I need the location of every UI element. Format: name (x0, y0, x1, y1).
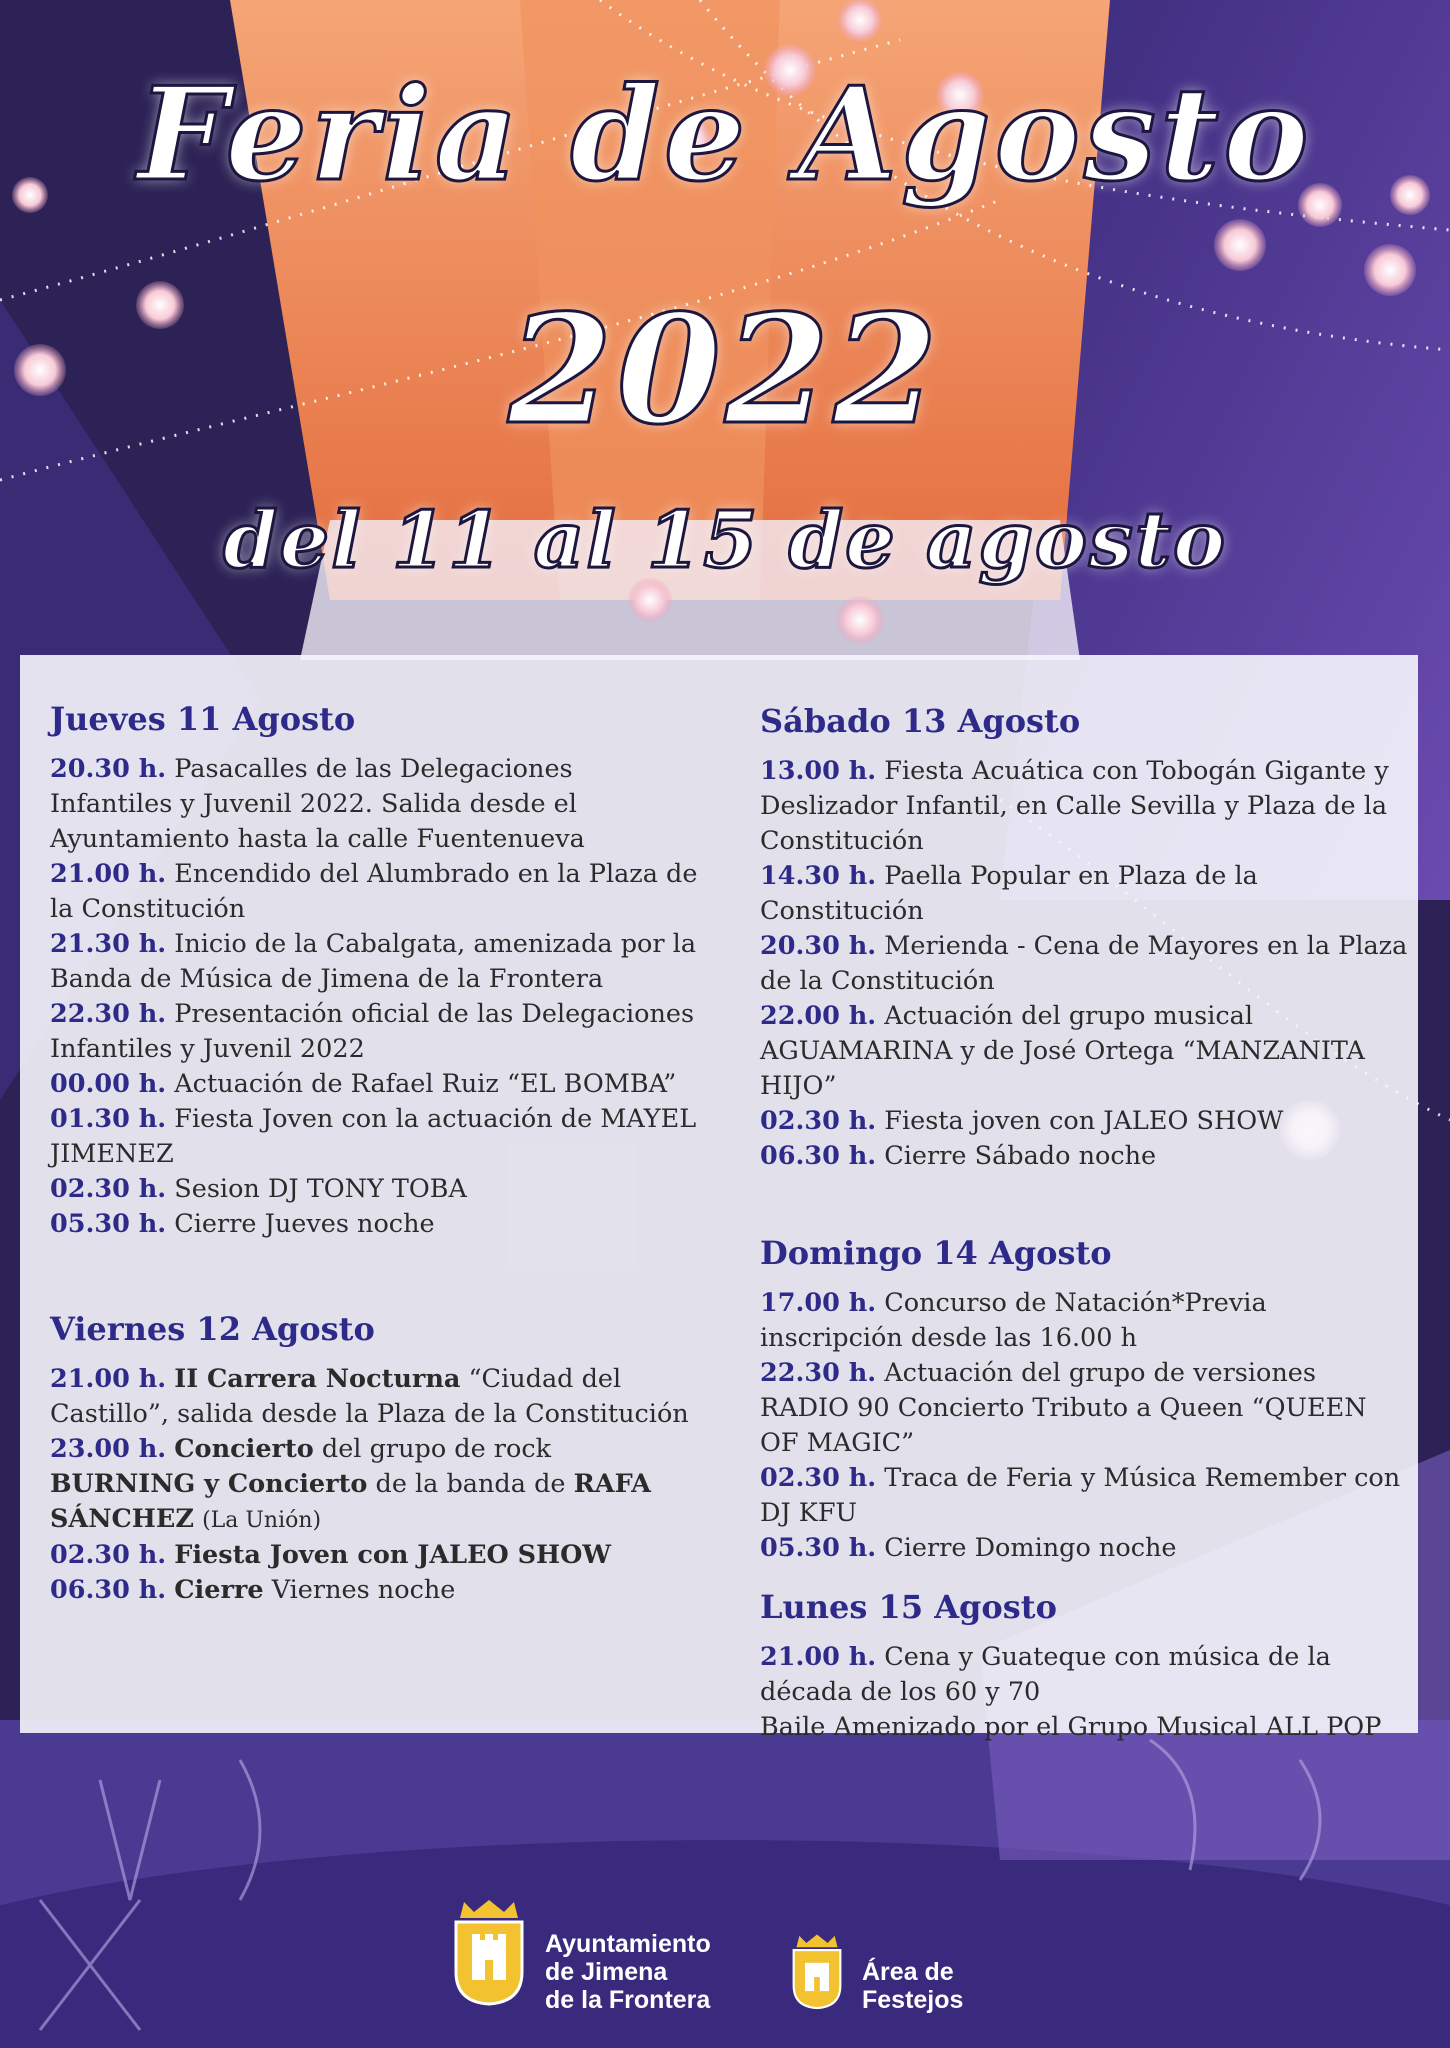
event-item: 21.00 h. Encendido del Alumbrado en la Plaza de la Constitución (50, 859, 698, 924)
day-heading-sabado: Sábado 13 Agosto (760, 702, 1081, 740)
event-item: 00.00 h. Actuación de Rafael Ruiz “EL BOMBA” (50, 1069, 677, 1099)
poster-year: 2022 (508, 282, 942, 458)
event-item: 06.30 h. Cierre Sábado noche (760, 1141, 1157, 1171)
event-item: 21.30 h. Inicio de la Cabalgata, amenizada por la Banda de Música de Jimena de la Frontera (50, 929, 697, 994)
poster-title: Feria de Agosto (137, 60, 1313, 210)
event-item: 22.30 h. Actuación del grupo de versiones RADIO 90 Concierto Tributo a Queen “QUEEN OF MAGIC” (760, 1358, 1367, 1458)
footer (0, 1880, 1450, 2048)
area-festejos-label: Área de Festejos (862, 1958, 964, 2014)
day-heading-domingo: Domingo 14 Agosto (760, 1234, 1112, 1272)
event-item: 05.30 h. Cierre Jueves noche (50, 1209, 435, 1239)
event-item: 17.00 h. Concurso de Natación*Previa inscripción desde las 16.00 h (760, 1288, 1267, 1353)
event-item: 02.30 h. Fiesta joven con JALEO SHOW (760, 1106, 1284, 1136)
event-item: 22.30 h. Presentación oficial de las Delegaciones Infantiles y Juvenil 2022 (50, 999, 695, 1064)
day-heading-viernes: Viernes 12 Agosto (50, 1310, 375, 1348)
event-item: 14.30 h. Paella Popular en Plaza de la Constitución (760, 861, 1258, 926)
event-item: 21.00 h. Cena y Guateque con música de la década de los 60 y 70 (760, 1642, 1331, 1707)
viernes-events (50, 1362, 700, 1608)
event-item: 06.30 h. Cierre Viernes noche (50, 1575, 456, 1605)
event-item: 13.00 h. Fiesta Acuática con Tobogán Gigante y Deslizador Infantil, en Calle Sevilla y Plaza de la Constitución (760, 756, 1389, 856)
event-item: 22.00 h. Actuación del grupo musical AGUAMARINA y de José Ortega “MANZANITA HIJO” (760, 1001, 1365, 1101)
day-heading-lunes: Lunes 15 Agosto (760, 1588, 1057, 1626)
event-item: 20.30 h. Pasacalles de las Delegaciones Infantiles y Juvenil 2022. Salida desde el Ayuntamiento hasta la calle Fuentenueva (50, 754, 585, 854)
event-item: 01.30 h. Fiesta Joven con la actuación de MAYEL JIMENEZ (50, 1104, 697, 1169)
poster-dates: del 11 al 15 de agosto (222, 495, 1228, 586)
event-item: 23.00 h. Concierto del grupo de rock BURNING y Concierto de la banda de RAFA SÁNCHEZ (La Unión) (50, 1434, 651, 1534)
jueves-events (50, 752, 700, 1242)
event-item: 02.30 h. Fiesta Joven con JALEO SHOW (50, 1540, 611, 1570)
event-item: 02.30 h. Sesion DJ TONY TOBA (50, 1174, 467, 1204)
domingo-events (760, 1286, 1410, 1566)
program-right-column (760, 702, 1410, 1745)
festejos-crest-icon (788, 1932, 846, 2012)
event-item: Baile Amenizado por el Grupo Musical ALL POP (760, 1712, 1382, 1742)
lunes-events (760, 1640, 1410, 1745)
event-item: 20.30 h. Merienda - Cena de Mayores en la Plaza de la Constitución (760, 931, 1408, 996)
event-item: 21.00 h. II Carrera Nocturna “Ciudad del Castillo”, salida desde la Plaza de la Constitución (50, 1364, 689, 1429)
jimena-crest-icon (448, 1898, 530, 2008)
day-heading-jueves: Jueves 11 Agosto (50, 700, 356, 738)
program-left-column (50, 700, 700, 1608)
event-item: 02.30 h. Traca de Feria y Música Remember con DJ KFU (760, 1463, 1401, 1528)
event-item: 05.30 h. Cierre Domingo noche (760, 1533, 1177, 1563)
ayuntamiento-label: Ayuntamiento de Jimena de la Frontera (545, 1930, 711, 2014)
sabado-events (760, 754, 1410, 1174)
